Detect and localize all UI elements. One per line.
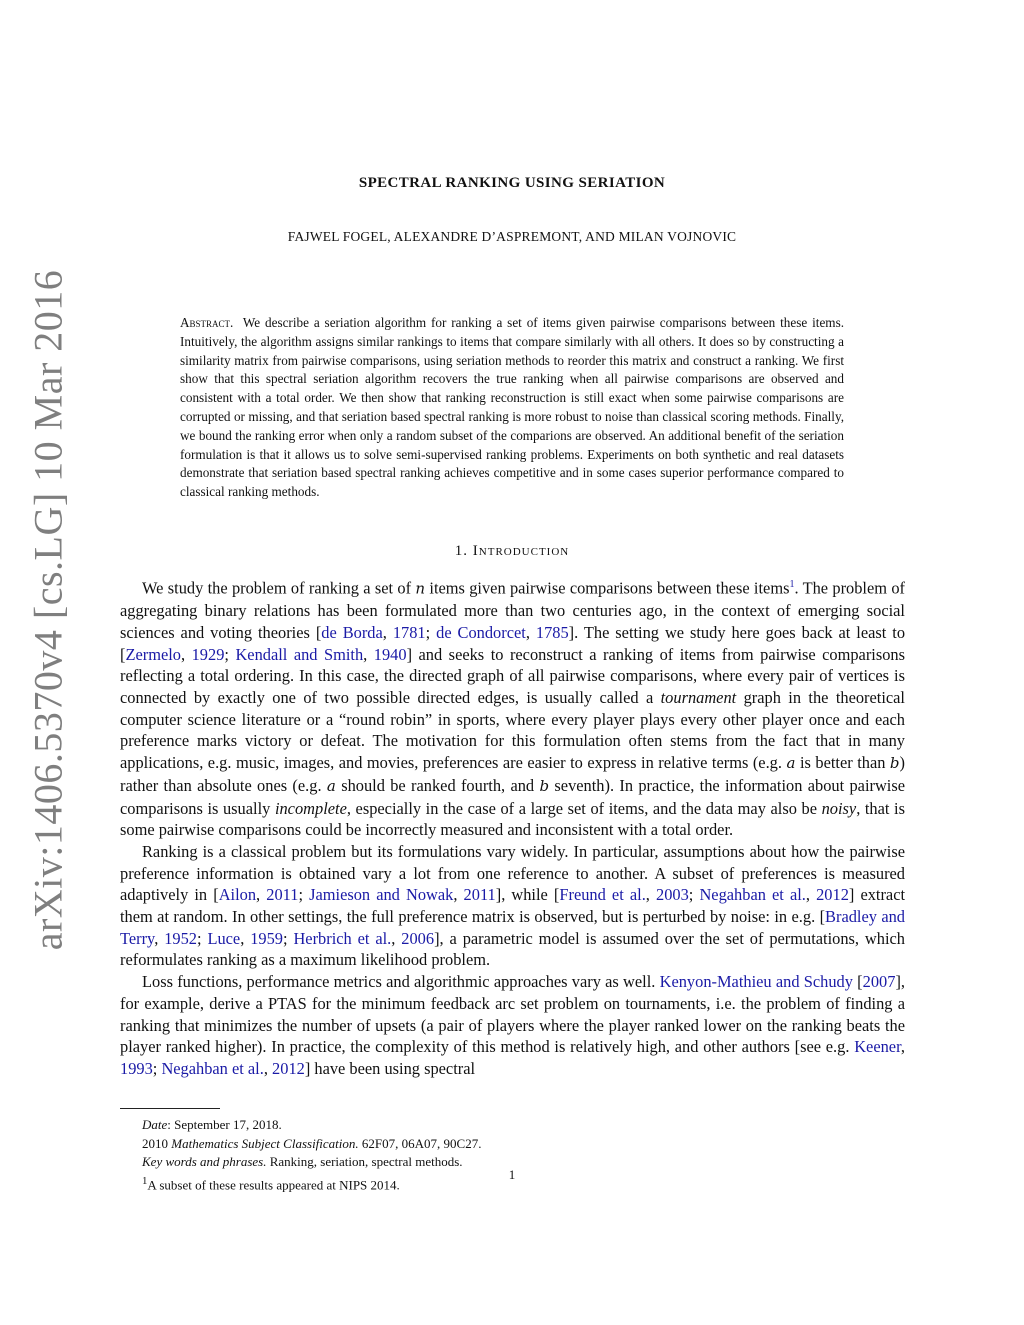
footnote-label: Key words and phrases. [142, 1154, 267, 1169]
math-symbol: a [786, 754, 796, 773]
footnote-prefix: 2010 [142, 1135, 172, 1151]
text: ], a parametric model is assumed over the set of permutations, which reformulates ranking as a maximum likelihood problem. [120, 928, 905, 970]
page-number: 1 [508, 1167, 516, 1182]
citation-link[interactable]: 1781 [392, 622, 426, 642]
footnote-value: A subset of these results appeared at NIPS 2014. [147, 1176, 400, 1192]
citation-link[interactable]: 2011 [266, 885, 299, 905]
abstract-text: We describe a seriation algorithm for ranking a set of items given pairwise comparisons between these items. Intuitively, the algorithm assigns similar rankings to items that compare similarly with all others. It does so by constructing a similarity matrix from pairwise comparisons, using seriation methods to reorder this matrix and construct a ranking. We first show that this spectral seriation algorithm recovers the true ranking when all pairwise comparisons are observed and consistent with a total order. We then show that ranking reconstruction is still exact when some pairwise comparisons are corrupted or missing, and that seriation based spectral ranking is more robust to noise than classical scoring methods. Finally, we bound the ranking error when only a random subset of the comparions are observed. An additional benefit of the seriation formulation is that it allows us to solve semi-supervised ranking problems. Experiments on both synthetic and real datasets demonstrate that seriation based spectral ranking achieves competitive and in some cases superior performance compared to classical ranking methods. [180, 315, 844, 500]
text: ] and seeks to reconstruct a ranking of items from pairwise comparisons reflecting a total ordering. In this case, the directed graph of all pairwise comparisons, where every pair of vertices is connected by exactly one of two possible directed edges, is usually called a [120, 644, 905, 707]
citation-link[interactable]: Zermelo [125, 644, 181, 664]
citation-link[interactable]: 2012 [816, 885, 849, 905]
footnote-value: : September 17, 2018. [167, 1117, 282, 1132]
footnote-divider [120, 1108, 220, 1109]
text: , [256, 885, 267, 905]
footnote-mark: 1 [142, 1174, 148, 1187]
text: , [240, 928, 251, 948]
paragraph-2 [120, 841, 905, 971]
text: , [525, 622, 536, 642]
text: Loss functions, performance metrics and algorithmic approaches vary as well. [142, 972, 660, 992]
section-title: Introduction [472, 543, 570, 559]
text: ], for example, derive a PTAS for the minimum feedback arc set problem on tournaments, i.e. the problem of finding a ranking that minimizes the number of upsets (a pair of players where the player ranked lower on the ranking beats the player ranked higher). In practice, the complexity of this method is relatively high, and other authors [see e.g. [120, 972, 905, 1057]
text: seventh). In practice, the information about pairwise comparisons is usually [120, 775, 905, 818]
citation-link[interactable]: Luce [207, 928, 241, 948]
math-symbol: b [539, 776, 550, 795]
math-symbol: a [326, 776, 336, 795]
paper-title: SPECTRAL RANKING USING SERIATION [358, 175, 666, 191]
citation-link[interactable]: 2003 [656, 885, 689, 905]
body-text [120, 574, 905, 1080]
text: ; [152, 1058, 162, 1078]
text: , [453, 885, 464, 905]
citation-link[interactable]: 1785 [535, 622, 569, 642]
footnote-value: Ranking, seriation, spectral methods. [266, 1154, 463, 1169]
text: ; [425, 622, 437, 642]
text: ; [298, 885, 310, 905]
text: , [805, 885, 817, 905]
text: . The problem of aggregating binary relations has been formulated more than two centuries ago, in the context of emerging social sciences and voting theories [ [120, 578, 905, 642]
emphasis: tournament [660, 687, 737, 707]
text: is better than [795, 753, 890, 773]
citation-link[interactable]: Bradley and Terry [120, 907, 906, 948]
footnote-value: 62F07, 06A07, 90C27. [358, 1135, 482, 1151]
math-symbol: n [415, 579, 426, 598]
paragraph-1 [120, 574, 905, 841]
text: [ [852, 972, 863, 992]
text: ] extract them at random. In other settings, the full preference matrix is observed, but is perturbed by noise: in e.g. [ [120, 885, 906, 927]
footnote-label: Mathematics Subject Classification. [171, 1135, 359, 1151]
citation-link[interactable]: Jamieson and Nowak [309, 885, 454, 905]
citation-link[interactable]: 2006 [401, 928, 435, 948]
citation-link[interactable]: Negahban et al. [699, 885, 806, 905]
text: We study the problem of ranking a set of [142, 578, 416, 598]
math-symbol: b [889, 754, 900, 773]
text: ]. The setting we study here goes back at least to [ [120, 622, 906, 664]
text: , [263, 1058, 273, 1078]
abstract-label: Abstract. [180, 315, 234, 330]
citation-link[interactable]: Kendall and Smith [235, 644, 364, 664]
citation-link[interactable]: 2007 [862, 972, 896, 992]
footnote-msc [120, 1135, 905, 1154]
citation-link[interactable]: 1993 [120, 1058, 153, 1078]
citation-link[interactable]: Negahban et al. [161, 1058, 264, 1078]
citation-link[interactable]: 2012 [272, 1058, 305, 1078]
section-heading [0, 543, 1024, 560]
text: ] have been using spectral [304, 1058, 476, 1078]
paragraph-3 [120, 971, 905, 1080]
text: graph in the theoretical computer science literature or a “round robin” in sports, where every player plays every other player once and each preference marks victory or defeat. The motivation for this formulation often stems from the fact that in many applications, e.g. music, images, and movies, preferences are easier to express in relative terms (e.g. [120, 687, 905, 773]
text: ; [688, 885, 700, 905]
arxiv-identifier: arXiv:1406.5370v4 [cs.LG] 10 Mar 2016 [25, 269, 71, 951]
citation-link[interactable]: 1929 [191, 644, 225, 664]
text: , [900, 1037, 905, 1057]
text: , [391, 928, 402, 948]
text: , especially in the case of a large set of items, and the data may also be [346, 798, 822, 818]
citation-link[interactable]: Freund et al. [559, 885, 646, 905]
text: ; [283, 928, 294, 948]
text: , [382, 622, 393, 642]
text: , [363, 644, 374, 664]
citation-link[interactable]: Kenyon-Mathieu and Schudy [659, 972, 853, 992]
citation-link[interactable]: Herbrich et al. [293, 928, 392, 948]
text: items given pairwise comparisons between these items [425, 578, 790, 598]
citation-link[interactable]: de Borda [321, 622, 383, 642]
citation-link[interactable]: 1959 [250, 928, 283, 948]
citation-link[interactable]: 2011 [463, 885, 496, 905]
citation-link[interactable]: 1952 [164, 928, 197, 948]
emphasis: noisy [821, 798, 857, 818]
text: , [645, 885, 657, 905]
text: , [154, 928, 165, 948]
text: ; [196, 928, 208, 948]
text: , [181, 644, 192, 664]
abstract [180, 314, 844, 502]
footnote-date [120, 1116, 905, 1135]
emphasis: incomplete [274, 798, 347, 818]
text: ) rather than absolute ones (e.g. [120, 753, 905, 795]
citation-link[interactable]: Keener [854, 1037, 901, 1057]
footnote-label: Date [142, 1117, 168, 1132]
citation-link[interactable]: de Condorcet [436, 622, 526, 642]
text: should be ranked fourth, and [335, 775, 540, 795]
text: , that is some pairwise comparisons could be incorrectly measured and inconsistent with a total order. [120, 798, 905, 840]
footnote-link[interactable]: 1 [789, 579, 795, 590]
citation-link[interactable]: 1940 [373, 644, 407, 664]
text: ], while [ [495, 885, 560, 905]
section-number: 1. [454, 543, 469, 559]
text: ; [224, 644, 236, 664]
citation-link[interactable]: Ailon [218, 885, 257, 905]
paper-authors: FAJWEL FOGEL, ALEXANDRE D’ASPREMONT, AND MILAN VOJNOVIC [287, 229, 737, 244]
text: Ranking is a classical problem but its formulations vary widely. In particular, assumptions about how the pairwise preference information is obtained vary a lot from one reference to another. A subset of preferences is measured adaptively in [ [120, 841, 905, 905]
